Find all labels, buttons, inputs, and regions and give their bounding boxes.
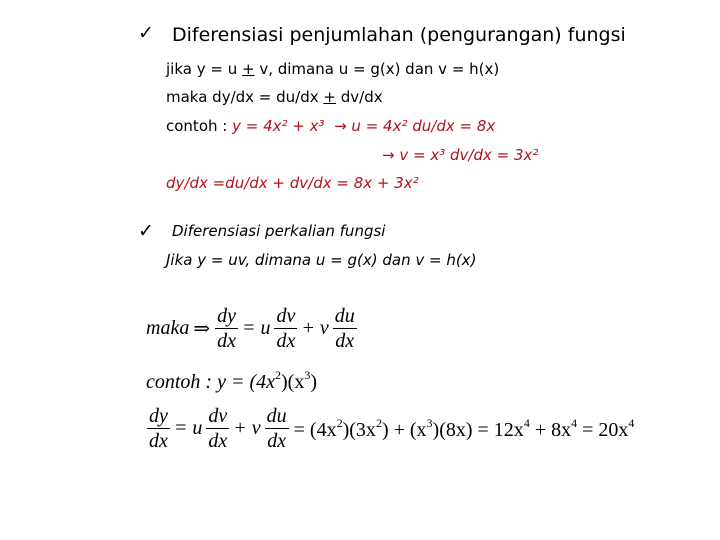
fraction-dy-dx [215, 304, 238, 353]
text: jika y = u [166, 60, 242, 78]
numerator: dy [149, 405, 168, 427]
exponent: 4 [523, 415, 530, 430]
product-rule-formula [146, 304, 358, 353]
exponent: 2 [375, 415, 382, 430]
denominator: dx [149, 430, 168, 452]
numerator: du [334, 305, 355, 327]
text: = 20x [577, 418, 629, 441]
product-example-function [146, 368, 317, 394]
exponent: 3 [304, 368, 311, 382]
sum-rule-definition [166, 60, 499, 78]
check-icon: ✓ [138, 22, 154, 44]
sum-rule-formula [166, 88, 383, 106]
exponent: 4 [571, 415, 578, 430]
section-title-sum: Diferensiasi penjumlahan (pengurangan) fungsi [172, 24, 626, 46]
equals-u: = u [173, 417, 203, 439]
text: )(8x) = 12x [432, 418, 524, 441]
text: )(3x [342, 418, 376, 441]
exponent: 3 [426, 415, 433, 430]
arrow-icon: → [382, 146, 395, 164]
product-example-derivative [146, 404, 634, 453]
implies-icon: ⇒ [193, 318, 211, 340]
sum-example-result: dy/dx =du/dx + dv/dx = 8x + 3x² [166, 174, 419, 192]
fraction-du-dx [333, 304, 357, 353]
plus-v: + v [301, 317, 329, 339]
v-derivative-line [382, 146, 538, 164]
exponent: 2 [336, 415, 343, 430]
derivative-expansion [294, 416, 635, 442]
text: ) + (x [381, 418, 427, 441]
denominator: dx [335, 330, 355, 352]
exponent: 4 [628, 415, 635, 430]
check-icon: ✓ [138, 220, 154, 242]
text: dv/dx [335, 88, 383, 106]
numerator: du [266, 405, 287, 427]
plus-minus-sign: + [323, 88, 336, 106]
numerator: dv [276, 305, 296, 327]
equals-u: = u [241, 317, 271, 339]
v-derivative: v = x³ dv/dx = 3x² [399, 146, 539, 164]
text: )(x [281, 371, 305, 393]
arrow-icon: → [334, 117, 347, 135]
denominator: dx [276, 330, 296, 352]
numerator: dy [217, 305, 236, 327]
fraction-dv-dx [274, 304, 297, 353]
numerator: dv [208, 405, 228, 427]
exponent: 2 [275, 368, 282, 382]
fraction-du-dx [265, 404, 289, 453]
plus-minus-sign: + [241, 60, 255, 78]
u-derivative: u = 4x² du/dx = 8x [351, 117, 496, 135]
fraction-dv-dx [206, 404, 229, 453]
denominator: dx [267, 430, 287, 452]
plus-v: + v [233, 417, 261, 439]
fraction-dy-dx [147, 404, 170, 453]
text: ) [310, 371, 318, 393]
text: = (4x [293, 418, 337, 441]
denominator: dx [217, 330, 236, 352]
example-label: contoh : [166, 117, 233, 135]
denominator: dx [208, 430, 228, 452]
section-title-product: Diferensiasi perkalian fungsi [172, 222, 386, 240]
text: v, dimana u = g(x) dan v = h(x) [254, 60, 500, 78]
text: + 8x [529, 418, 572, 441]
maka-label: maka [146, 317, 190, 339]
example-expression: y = 4x² + x³ [232, 117, 325, 135]
text: maka dy/dx = du/dx [166, 88, 324, 106]
product-rule-definition: Jika y = uv, dimana u = g(x) dan v = h(x) [166, 251, 477, 269]
sum-example-line [166, 117, 495, 135]
text: contoh : y = (4x [146, 371, 276, 393]
